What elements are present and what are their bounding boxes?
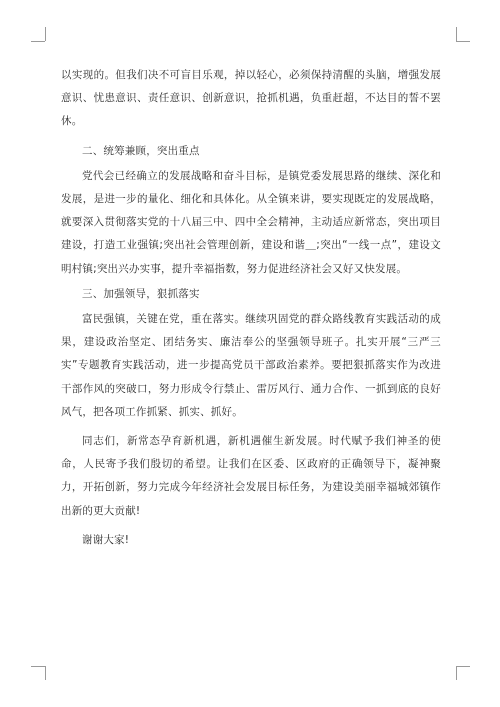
crop-mark-top-right-vertical [456,27,457,41]
document-body [61,64,441,552]
paragraph-section-3: 富民强镇，关键在党，重在落实。继续巩固党的群众路线教育实践活动的成果，建设政治坚定、团结务实、廉洁奉公的坚强领导班子。扎实开展“三严三实”专题教育实践活动，进一步提高党员干部政治素养。要把狠抓落实作为改进干部作风的突破口，努力形成令行禁止、雷厉风行、通力合作、一抓到底的良好风气，把各项工作抓紧、抓实、抓好。 [61,313,441,418]
section-heading-3: 三、加强领导，狠抓落实 [82,287,200,300]
crop-mark-bottom-left-vertical [45,666,46,680]
crop-mark-top-left-vertical [45,27,46,41]
crop-mark-top-left-horizontal [31,41,45,42]
crop-mark-bottom-left-horizontal [31,666,45,667]
crop-mark-bottom-right-horizontal [456,666,470,667]
section-heading-2: 二、统筹兼顾，突出重点 [82,144,200,157]
crop-mark-bottom-right-vertical [456,666,457,680]
crop-mark-top-right-horizontal [456,41,470,42]
paragraph-thanks: 谢谢大家! [82,533,130,546]
paragraph-closing: 同志们，新常态孕育新机遇，新机遇催生新发展。时代赋予我们神圣的使命，人民寄予我们殷切的希望。让我们在区委、区政府的正确领导下，凝神聚力，开拓创新，努力完成今年经济社会发展目标任务，为建设美丽幸福城郊镇作出新的更大贡献! [61,435,441,517]
paragraph-section-2: 党代会已经确立的发展战略和奋斗目标，是镇党委发展思路的继续、深化和发展，是进一步的量化、细化和具体化。从全镇来讲，要实现既定的发展战略，就要深入贯彻落实党的十八届三中、四中全会精神，主动适应新常态，突出项目建设，打造工业强镇;突出社会管理创新，建设和谐＿;突出“一线一点”，建设文明村镇;突出兴办实事，提升幸福指数，努力促进经济社会又好又快发展。 [61,169,441,275]
paragraph-continuation: 以实现的。但我们决不可盲目乐观，掉以轻心，必须保持清醒的头脑，增强发展意识、忧患意识、责任意识、创新意识，抢抓机遇，负重赶超，不达目的誓不罢休。 [61,69,441,128]
